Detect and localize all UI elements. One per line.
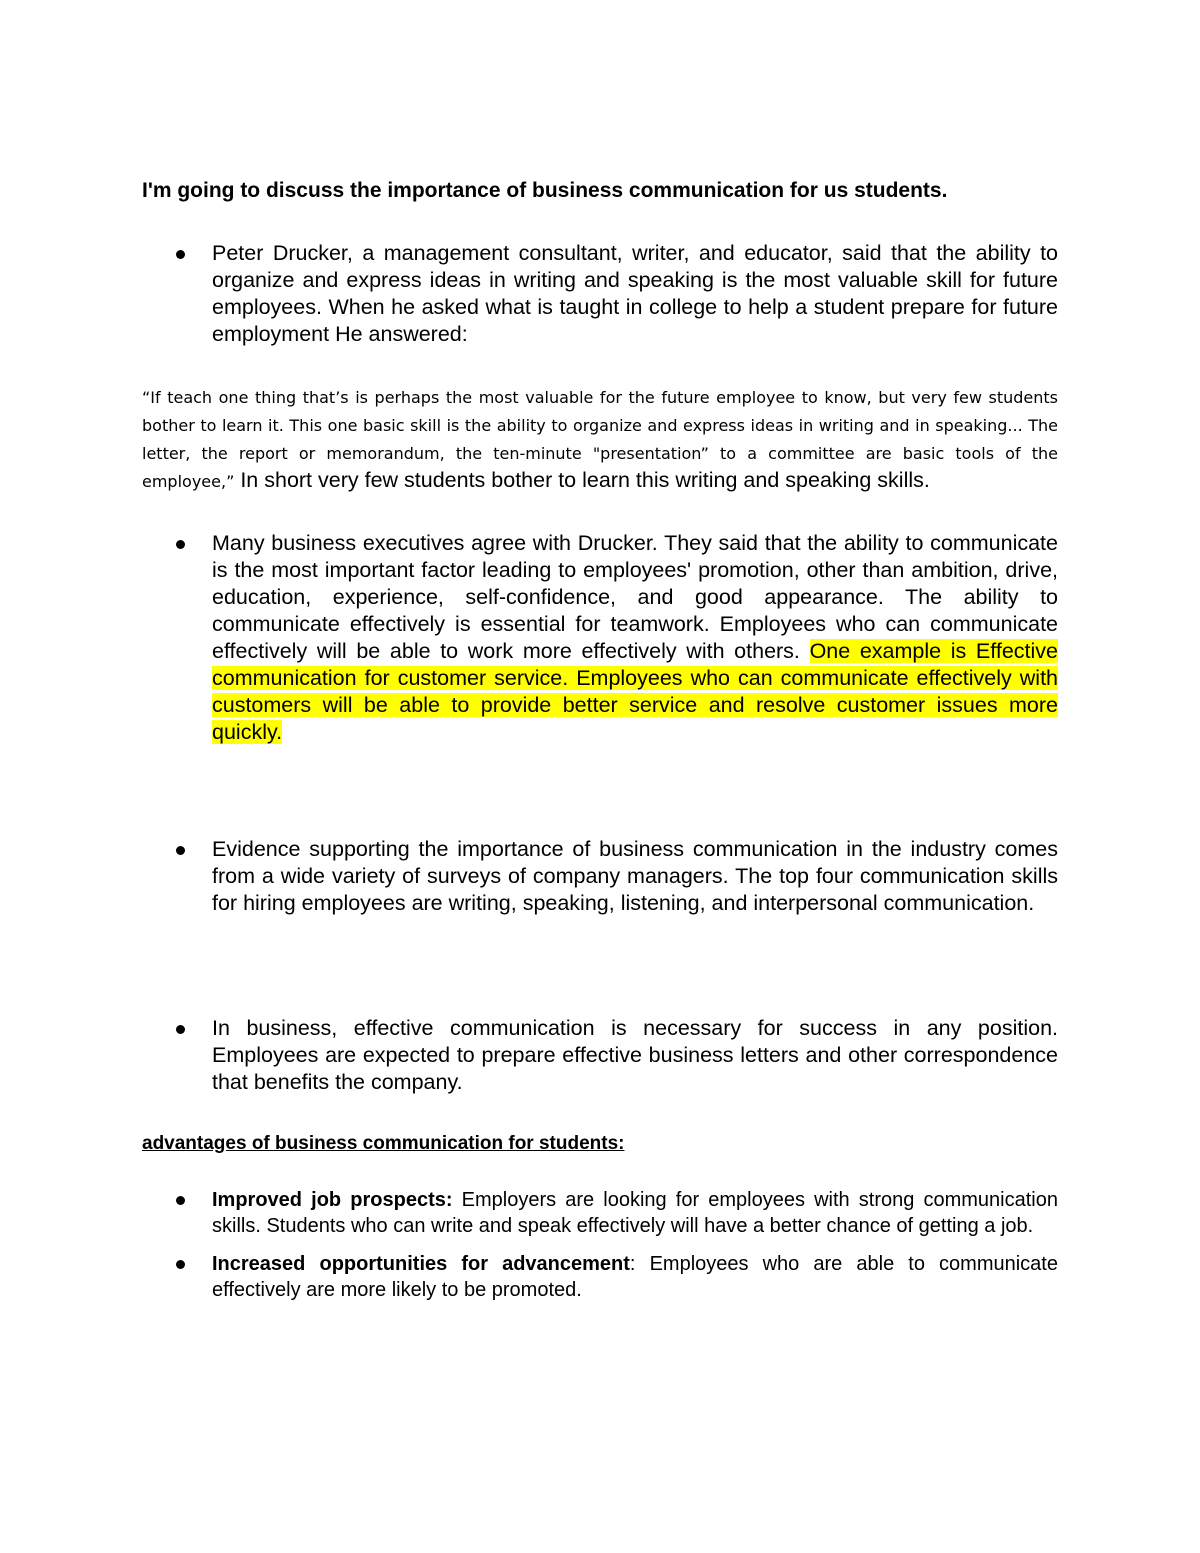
drucker-quote xyxy=(142,383,1058,495)
bullet-executives-text: Many business executives agree with Drucker. They said that the ability to communicate is the most important factor leading to employees' promotion, other than ambition, drive, education, experience, self-confidence, and good appearance. The ability to communicate effectively is essential for teamwork. Employees who can communicate effectively will be able to work more effectively with others. xyxy=(212,531,1058,663)
bullet-dot-icon xyxy=(176,1196,185,1205)
advantage-text: Employers are looking for employees with strong communication skills. Students who can write and speak effectively will have a better chance of getting a job. xyxy=(212,1189,1058,1237)
bullet-drucker-text: Peter Drucker, a management consultant, writer, and educator, said that the ability to organize and express ideas in writing and speaking is the most valuable skill for future employees. When he asked what is taught in college to help a student prepare for future employment He answered: xyxy=(212,241,1058,346)
advantage-label: Increased opportunities for advancement xyxy=(212,1253,630,1275)
bullet-dot-icon xyxy=(176,1025,185,1034)
bullet-drucker xyxy=(142,240,1058,348)
advantage-text: : Employees who are able to communicate effectively are more likely to be promoted. xyxy=(212,1253,1058,1301)
bullet-list-intro xyxy=(142,240,1058,348)
document-heading: I'm going to discuss the importance of business communication for us students. xyxy=(142,179,948,202)
bullet-executives xyxy=(142,530,1058,746)
bullet-dot-icon xyxy=(176,1260,185,1269)
bullet-evidence-text: Evidence supporting the importance of business communication in the industry comes from a wide variety of surveys of company managers. The top four communication skills for hiring employees are writing, speaking, listening, and interpersonal communication. xyxy=(212,837,1058,915)
quote-tail: In short very few students bother to learn this writing and speaking skills. xyxy=(234,468,930,492)
bullet-list-executives xyxy=(142,530,1058,746)
advantages-heading: advantages of business communication for students: xyxy=(142,1133,625,1154)
bullet-business xyxy=(142,1015,1058,1096)
bullet-list-evidence xyxy=(142,836,1058,917)
bullet-evidence xyxy=(142,836,1058,917)
advantage-label: Improved job prospects: xyxy=(212,1189,453,1211)
bullet-business-text: In business, effective communication is necessary for success in any position. Employees are expected to prepare effective business letters and other correspondence that benefits the company. xyxy=(212,1016,1058,1094)
advantage-item xyxy=(142,1187,1058,1239)
bullet-dot-icon xyxy=(176,250,185,259)
advantage-item xyxy=(142,1251,1058,1303)
highlighted-text: One example is Effective communication for customer service. Employees who can communicate effectively with customers will be able to provide better service and resolve customer issues more quickly. xyxy=(212,639,1058,744)
quote-text: “If teach one thing that’s is perhaps the most valuable for the future employee to know, but very few students bother to learn it. This one basic skill is the ability to organize and express ideas in writing and in speaking... The letter, the report or memorandum, the ten-minute "presentation” to a committee are basic tools of the employee,” xyxy=(142,388,1058,491)
document-body xyxy=(142,175,1058,1303)
bullet-dot-icon xyxy=(176,540,185,549)
bullet-list-business xyxy=(142,1015,1058,1096)
advantages-list xyxy=(142,1187,1058,1303)
bullet-dot-icon xyxy=(176,846,185,855)
